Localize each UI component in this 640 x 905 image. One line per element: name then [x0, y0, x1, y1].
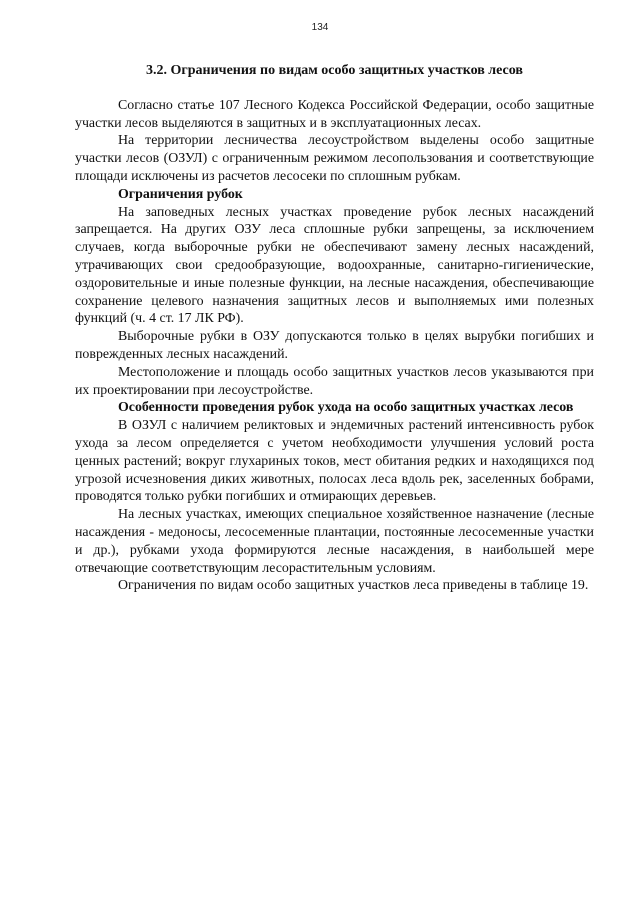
paragraph-relict-plants: В ОЗУЛ с наличием реликтовых и эндемичных растений интенсивность рубок ухода за лесом определяется с учетом необходимости улучшения условий роста ценных растений; вокруг глухариных токов, мест обитания редких и находящихся под угрозой исчезновения диких животных, полосах леса вдоль рек, заселенных бобрами, проводятся только рубки погибших и отмирающих деревьев. — [75, 418, 594, 505]
paragraph-ozul-allocation: На территории лесничества лесоустройством выделены особо защитные участки лесов (ОЗУЛ) с ограниченным режимом лесопользования и соответствующие площади исключены из расчетов лесосеки по сплошным рубкам. — [75, 133, 594, 184]
section-heading: 3.2. Ограничения по видам особо защитных участков лесов — [146, 63, 523, 78]
paragraph-article-107: Согласно статье 107 Лесного Кодекса Российской Федерации, особо защитные участки лесов выделяются в защитных и в эксплуатационных лесах. — [75, 97, 594, 131]
paragraph-reserve-logging: На заповедных лесных участках проведение рубок лесных насаждений запрещается. На других ОЗУ леса сплошные рубки запрещены, за исключением случаев, когда выборочные рубки не обеспечивают замену лесных насаждений, утрачивающих свои средообразующие, водоохранные, санитарно-гигиенические, оздоровительные и иные полезные функции, на лесные насаждения, обеспечивающие сохранение целевого назначения защитных лесов и выполняемых ими полезных функций (ч. 4 ст. 17 ЛК РФ). — [75, 204, 594, 327]
paragraph-table-reference: Ограничения по видам особо защитных участков леса приведены в таблице 19. — [118, 578, 589, 594]
page-number: 134 — [311, 22, 329, 33]
paragraph-selective-logging: Выборочные рубки в ОЗУ допускаются только в целях вырубки погибших и поврежденных лесных насаждений. — [75, 329, 594, 362]
paragraph-location-area: Местоположение и площадь особо защитных участков лесов указываются при их проектировании при лесоустройстве. — [75, 364, 594, 398]
page-content — [75, 62, 594, 595]
subheading-logging-restrictions: Ограничения рубок — [118, 186, 243, 202]
subheading-thinning-features: Особенности проведения рубок ухода на особо защитных участках лесов — [118, 400, 574, 416]
paragraph-special-purpose: На лесных участках, имеющих специальное хозяйственное назначение (лесные насаждения - медоносы, лесосеменные плантации, постоянные лесосеменные участки и др.), рубками ухода формируются лесные насаждения, в наибольшей мере отвечающие соответствующим лесорастительным условиям. — [75, 507, 594, 576]
